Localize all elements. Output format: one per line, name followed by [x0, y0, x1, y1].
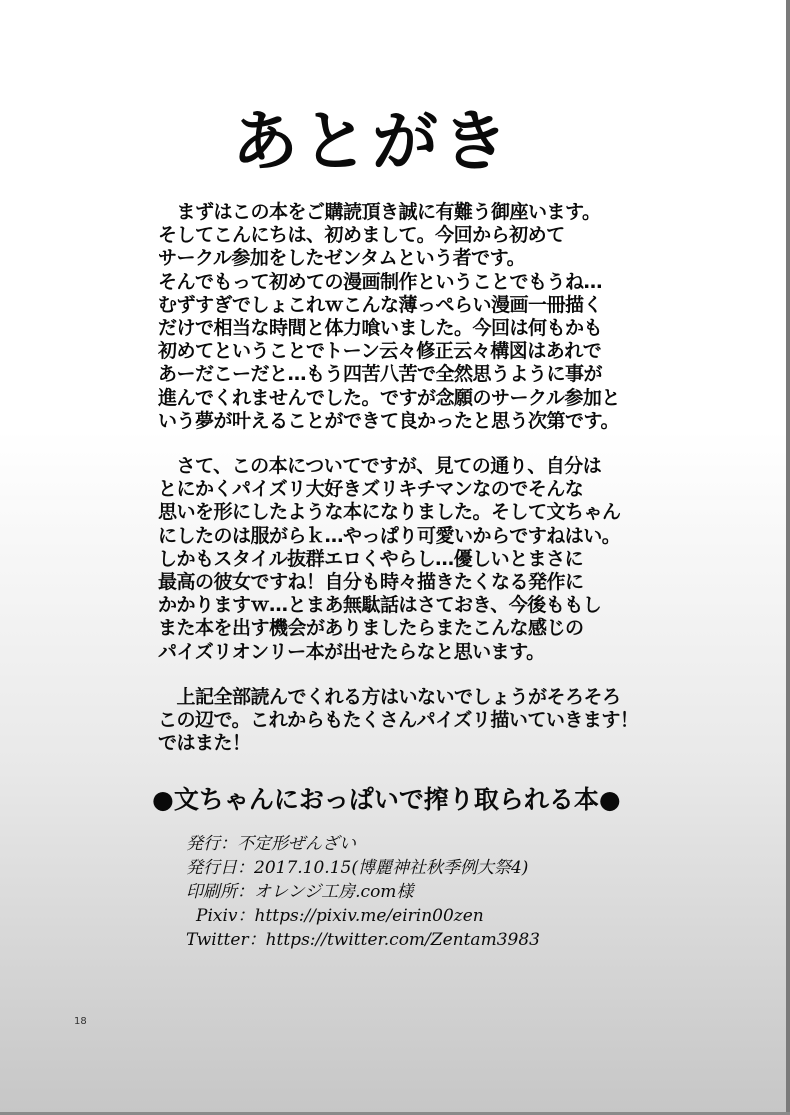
afterword-line: あーだこーだと…もう四苦八苦で全然思うように事が	[158, 363, 603, 386]
afterword-line: しかもスタイル抜群エロくやらし…優しいとまさに	[158, 547, 584, 570]
afterword-paragraph	[158, 201, 628, 433]
page-number: 18	[74, 1016, 87, 1027]
afterword-line: とにかくパイズリ大好きズリキチマンなのでそんな	[158, 478, 584, 501]
afterword-line: かかりますｗ…とまあ無駄話はさておき、今後ももし	[158, 594, 602, 617]
afterword-line: むずすぎでしょこれｗこんな薄っぺらい漫画一冊描く	[158, 293, 603, 316]
afterword-paragraph	[158, 455, 628, 664]
colophon-publisher: 発行：不定形ぜんざい	[186, 834, 356, 854]
colophon-pixiv: Pixiv：https://pixiv.me/eirin00zen	[196, 906, 484, 926]
afterword-line: 上記全部読んでくれる方はいないでしょうがそろそろ	[158, 685, 621, 708]
colophon-date: 発行日：2017.10.15(博麗神社秋季例大祭4)	[186, 858, 529, 878]
afterword-paragraph	[158, 685, 639, 756]
colophon	[186, 832, 606, 952]
afterword-line: パイズリオンリー本が出せたらなと思います。	[158, 640, 545, 663]
afterword-line: だけで相当な時間と体力喰いました。今回は何もかも	[158, 317, 603, 340]
afterword-line: いう夢が叶えることができて良かったと思う次第です。	[158, 409, 619, 432]
afterword-line: この辺で。これからもたくさんパイズリ描いていきます！	[158, 709, 639, 732]
afterword-line: 初めてということでトーン云々修正云々構図はあれで	[158, 340, 602, 363]
afterword-line: そしてこんにちは、初めまして。今回から初めて	[158, 224, 565, 247]
colophon-printer: 印刷所：オレンジ工房.com様	[186, 882, 414, 902]
afterword-line: 進んでくれませんでした。ですが念願のサークル参加と	[158, 386, 620, 409]
afterword-body	[158, 201, 639, 755]
page-edge-shadow-right	[786, 0, 790, 1115]
afterword-line: まずはこの本をご購読頂き誠に有難う御座います。	[158, 201, 601, 223]
afterword-line: にしたのは服がらｋ…やっぱり可愛いからですねはい。	[158, 524, 621, 547]
afterword-title: あとがき	[232, 103, 512, 180]
afterword-line: 最高の彼女ですね！自分も時々描きたくなる発作に	[158, 571, 584, 594]
afterword-line: さて、この本についてですが、見ての通り、自分は	[158, 455, 602, 478]
afterword-line: サークル参加をしたゼンタムという者です。	[158, 247, 526, 270]
afterword-line: 思いを形にしたような本になりました。そして文ちゃん	[158, 501, 621, 524]
colophon-twitter: Twitter：https://twitter.com/Zentam3983	[186, 930, 540, 950]
book-title: ●文ちゃんにおっぱいで搾り取られる本●	[152, 785, 621, 814]
afterword-line: また本を出す機会がありましたらまたこんな感じの	[158, 617, 584, 640]
afterword-line: ではまた！	[158, 732, 251, 755]
afterword-line: そんでもって初めての漫画制作ということでもうね…	[158, 270, 603, 293]
